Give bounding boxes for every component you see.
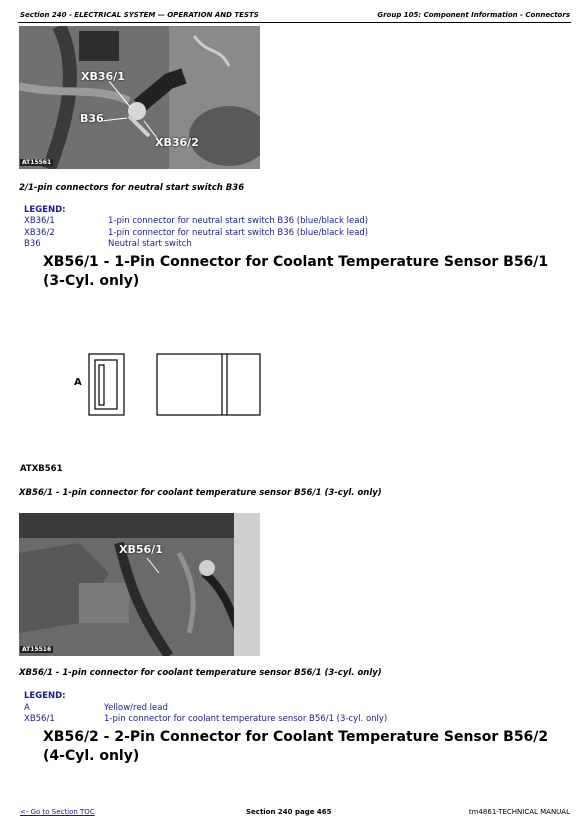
section-toc-link[interactable]: <- Go to Section TOC: [20, 808, 95, 816]
header-rule: [18, 22, 571, 23]
figure-caption: 2/1-pin connectors for neutral start switch B36: [19, 183, 245, 193]
legend-key: XB56/1: [24, 714, 55, 724]
group-header: Group 105: Component Information - Connectors: [377, 11, 570, 19]
figure-caption: XB56/1 - 1-pin connector for coolant temperature sensor B56/1 (3-cyl. only): [19, 668, 382, 678]
figure-id: AT15516: [22, 646, 52, 653]
figure-id: AT15561: [22, 159, 52, 166]
photo-label-b36: B36: [80, 112, 104, 125]
diagram-caption: XB56/1 - 1-pin connector for coolant temperature sensor B56/1 (3-cyl. only): [19, 488, 382, 498]
legend-key: B36: [24, 239, 41, 249]
legend-value: Yellow/red lead: [104, 703, 168, 713]
legend-key: XB36/2: [24, 228, 55, 238]
legend-value: 1-pin connector for coolant temperature sensor B56/1 (3-cyl. only): [104, 714, 388, 724]
legend-title: LEGEND:: [24, 205, 66, 215]
diagram-id: ATXB561: [20, 464, 63, 474]
coolant-sensor-photo: [19, 513, 260, 656]
section-heading: XB56/1 - 1-Pin Connector for Coolant Temperature Sensor B56/1 (3-Cyl. only): [43, 254, 549, 289]
photo-illustration: [19, 513, 260, 656]
photo-label-xb36-2: XB36/2: [155, 136, 199, 149]
legend-key: XB36/1: [24, 216, 55, 226]
manual-name: tm4861-TECHNICAL MANUAL: [468, 808, 570, 816]
photo-label-xb36-1: XB36/1: [81, 70, 125, 83]
section-heading: XB56/2 - 2-Pin Connector for Coolant Temperature Sensor B56/2 (4-Cyl. only): [43, 729, 549, 764]
page-number: Section 240 page 465: [246, 808, 332, 816]
neutral-start-switch-photo: [19, 26, 260, 169]
legend-value: 1-pin connector for neutral start switch B36 (blue/black lead): [108, 216, 369, 226]
section-header: Section 240 - ELECTRICAL SYSTEM — OPERATION AND TESTS: [20, 11, 259, 19]
legend-title: LEGEND:: [24, 691, 66, 701]
photo-label-xb56-1: XB56/1: [119, 543, 163, 556]
legend-key: A: [24, 703, 30, 713]
connector-diagram: [86, 352, 266, 418]
diagram-label-a: A: [74, 377, 82, 388]
legend-value: 1-pin connector for neutral start switch B36 (blue/black lead): [108, 228, 369, 238]
photo-illustration: [19, 26, 260, 169]
legend-value: Neutral start switch: [108, 239, 192, 249]
